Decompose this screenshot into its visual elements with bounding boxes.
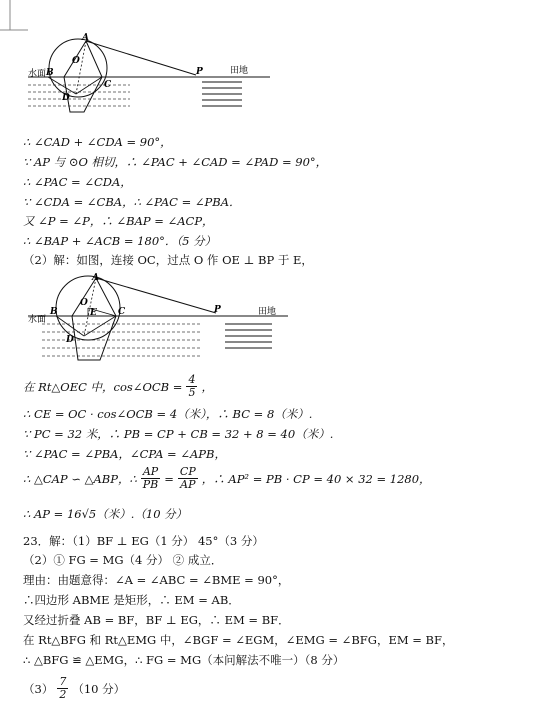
q23-line-1: 23．解：（1）BF ⊥ EG（1 分） 45°（3 分） <box>23 534 264 548</box>
water-label: 水面 <box>28 315 47 325</box>
proof-line-5: 又 ∠P = ∠P，∴ ∠BAP = ∠ACP， <box>23 214 214 228</box>
point-label-b: B <box>46 68 54 78</box>
q23-line-5: 又经过折叠 AB = BF，BF ⊥ EG，∴ EM = BF． <box>23 613 290 627</box>
proof-line-3: ∴ ∠PAC = ∠CDA， <box>23 175 132 189</box>
point-label-c: C <box>104 80 112 90</box>
q23-line-6: 在 Rt△BFG 和 Rt△EMG 中，∠BGF = ∠EGM，∠EMG = ∠BFG，EM = BF， <box>23 633 454 647</box>
proof-line-2: ∵ AP 与 ⊙O 相切，∴ ∠PAC + ∠CAD = ∠PAD = 90°， <box>23 155 328 169</box>
fraction-cos: $\frac{4}{5}$ <box>188 373 196 399</box>
point-label-e: E <box>90 308 97 318</box>
proof-line-7: （2）解：如图，连接 OC，过点 O 作 OE ⊥ BP 于 E， <box>23 253 313 267</box>
point-label-p: P <box>214 305 221 315</box>
water-label: 水面 <box>28 69 47 79</box>
point-label-a: A <box>82 33 89 43</box>
point-label-d: D <box>66 335 74 345</box>
angle-line: ∵ ∠PAC = ∠PBA，∠CPA = ∠APB， <box>23 447 226 461</box>
fraction-cp-ap: $\frac{CP}{AP}$ <box>179 465 196 491</box>
q23-line-2: （2）① FG = MG（4 分） ② 成立． <box>23 553 223 567</box>
q23-line-7: ∴ △BFG ≌ △EMG，∴ FG = MG（本问解法不唯一）（8 分） <box>23 653 345 667</box>
point-label-o: O <box>80 298 88 308</box>
fraction-ap-pb: $\frac{AP}{PB}$ <box>142 465 159 491</box>
page-corner-mark <box>0 0 30 34</box>
point-label-o: O <box>72 56 80 66</box>
point-label-c: C <box>118 307 126 317</box>
point-label-p: P <box>196 67 203 77</box>
point-label-d: D <box>62 93 70 103</box>
rt-cos-line: 在 Rt△OEC 中，cos∠OCB = $\frac{4}{5}$ ， <box>23 373 213 399</box>
proof-line-6: ∴ ∠BAP + ∠ACB = 180°．（5 分） <box>23 234 217 248</box>
figure-2 <box>20 272 300 368</box>
q23-part3-line: （3） $\frac{7}{2}$ （10 分） <box>23 675 126 701</box>
figure-1 <box>20 30 280 120</box>
fraction-seven-halves: $\frac{7}{2}$ <box>59 675 67 701</box>
ap-result-line: ∴ AP = 16√5（米）.（10 分） <box>23 507 188 521</box>
field-label: 田地 <box>230 66 249 76</box>
point-label-b: B <box>50 307 58 317</box>
q23-line-3: 理由：由题意得：∠A = ∠ABC = ∠BME = 90°， <box>23 573 290 587</box>
point-label-a: A <box>92 273 99 283</box>
ce-line: ∴ CE = OC · cos∠OCB = 4（米），∴ BC = 8（米）. <box>23 407 313 421</box>
pc-line: ∵ PC = 32 米，∴ PB = CP + CB = 32 + 8 = 40（米）. <box>23 427 334 441</box>
q23-line-4: ∴四边形 ABME 是矩形，∴ EM = AB． <box>23 593 240 607</box>
similarity-line: ∴ △CAP ∽ △ABP，∴ $\frac{AP}{PB}$ = $\frac{CP}{AP}$ ，∴ AP² = PB · CP = 40 × 32 = 1280， <box>23 465 431 491</box>
proof-line-4: ∵ ∠CDA = ∠CBA，∴ ∠PAC = ∠PBA． <box>23 195 241 209</box>
field-label: 田地 <box>258 307 277 317</box>
proof-line-1: ∴ ∠CAD + ∠CDA = 90°， <box>23 135 172 149</box>
